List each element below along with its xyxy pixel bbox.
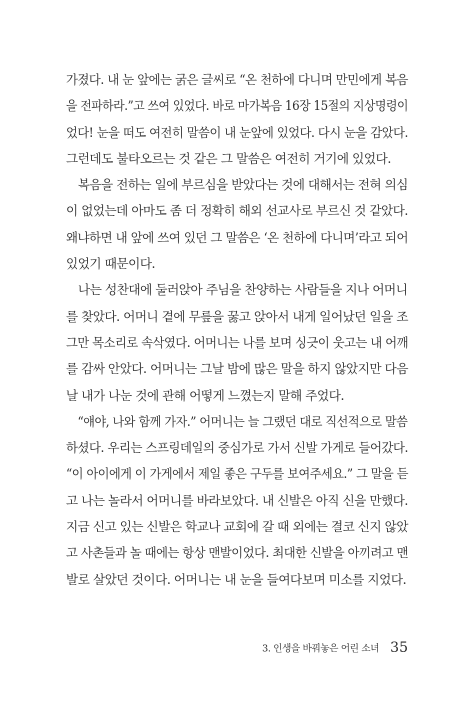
page-number: 35 [390,639,408,656]
text-line: 하셨다. 우리는 스프링데일의 중심가로 가서 신발 가게로 들어갔다. [66,440,409,456]
text-line: 고 나는 놀라서 어머니를 바라보았다. 내 신발은 아직 신을 만했다. [66,492,408,508]
paragraph [66,172,408,277]
text-line: 었다! 눈을 떠도 여전히 말씀이 내 눈앞에 있었다. 다시 눈을 감았다. [66,124,409,140]
text-line: 왜냐하면 내 앞에 쓰여 있던 그 말씀은 ‘온 천하에 다니며’라고 되어 [66,229,409,245]
paragraph [66,277,408,408]
text-line: 그런데도 불타오르는 것 같은 그 말씀은 여전히 거기에 있었다. [66,150,391,166]
text-line: 복음을 전하는 일에 부르심을 받았다는 것에 대해서는 전혀 의심 [77,177,408,193]
text-line: 나는 성찬대에 둘러앉아 주님을 찬양하는 사람들을 지나 어머니 [78,282,408,298]
text-line: 고 사촌들과 놀 때에는 항상 맨발이었다. 최대한 신발을 아끼려고 맨 [66,545,409,561]
text-line: 발로 살았던 것이다. 어머니는 내 눈을 들여다보며 미소를 지었다. [66,571,407,587]
text-line: 지금 신고 있는 신발은 학교나 교회에 갈 때 외에는 결코 신지 않았 [66,519,408,535]
running-chapter-title: 3. 인생을 바꿔놓은 어린 소녀 [262,643,380,655]
text-line: 그만 목소리로 속삭였다. 어머니는 나를 보며 싱긋이 웃고는 내 어깨 [66,334,409,350]
paragraph [66,409,408,593]
text-line: “이 아이에게 이 가게에서 제일 좋은 구두를 보여주세요.” 그 말을 듣 [66,466,409,482]
text-line: 있었기 때문이다. [66,256,156,272]
text-line: 날 내가 나눈 것에 관해 어떻게 느꼈는지 말해 주었다. [66,387,345,403]
page-footer [262,637,408,656]
text-line: 를 감싸 안았다. 어머니는 그날 밤에 많은 말을 하지 않았지만 다음 [66,361,408,377]
text-line: 를 찾았다. 어머니 곁에 무릎을 꿇고 앉아서 내게 일어났던 일을 조 [66,308,408,324]
text-line: 을 전파하라.”고 쓰여 있었다. 바로 마가복음 16장 15절의 지상명령이 [66,98,408,114]
body-text [66,67,408,593]
text-line: 가졌다. 내 눈 앞에는 굵은 글씨로 “온 천하에 다니며 만민에게 복음 [66,72,408,87]
text-line: 이 없었는데 아마도 좀 더 정확히 해외 선교사로 부르신 것 같았다. [66,203,408,219]
paragraph [66,67,408,172]
text-line: “얘야, 나와 함께 가자.” 어머니는 늘 그랬던 대로 직선적으로 말씀 [77,413,408,429]
